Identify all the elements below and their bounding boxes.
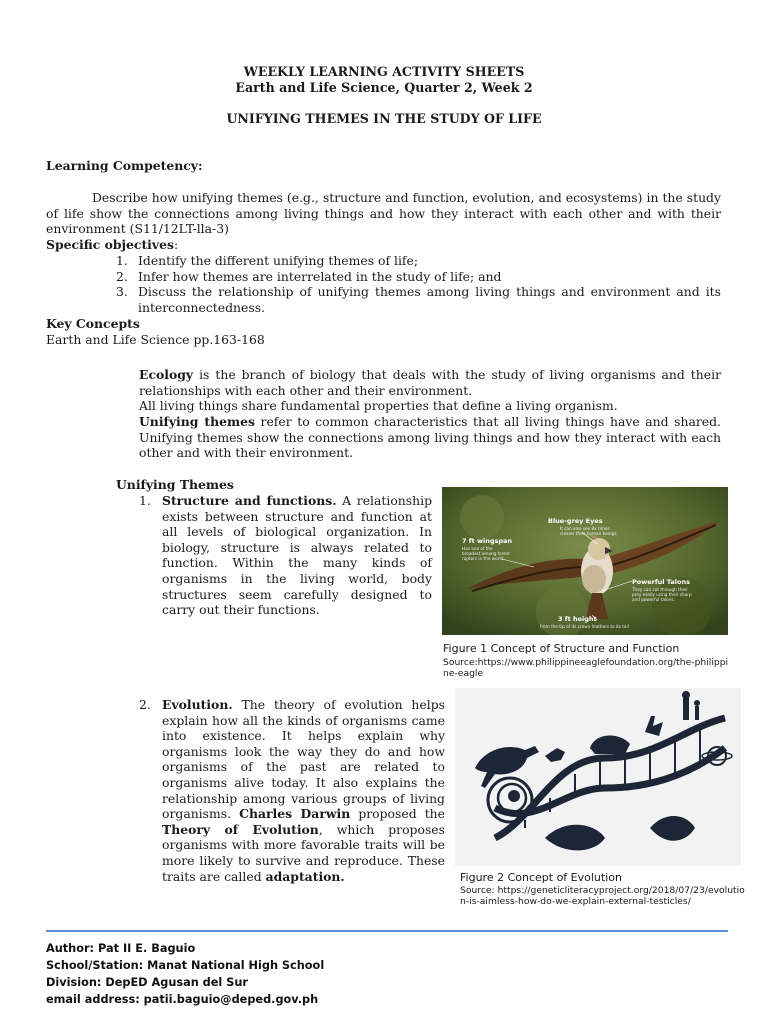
objectives-list <box>116 253 721 315</box>
evolution-figure <box>455 688 741 866</box>
list-item-number: 1. <box>116 253 128 268</box>
footer-divider <box>46 930 728 932</box>
figure1-caption: Figure 1 Concept of Structure and Function <box>443 642 680 655</box>
list-item-text: Identify the different unifying themes of life; <box>138 253 419 268</box>
theme1-number: 1. <box>139 493 151 508</box>
objectives-colon: : <box>173 237 179 252</box>
unifying-themes-definition: refer to common characteristics that all living things have and shared. Unifying themes show the connections among living things and how they interact with each other and with their environment. <box>139 414 721 461</box>
key-concepts-reference: Earth and Life Science pp.163-168 <box>46 332 265 347</box>
objectives-heading <box>46 237 178 253</box>
competency-heading: Learning Competency: <box>46 158 203 173</box>
unifying-themes-heading: Unifying Themes <box>116 477 234 492</box>
footer-school: School/Station: Manat National High School <box>46 959 325 972</box>
sheet-header-line2: Earth and Life Science, Quarter 2, Week 2 <box>235 80 533 95</box>
theme2-text <box>162 697 445 884</box>
eagle-label-wingspan: 7 ft wingspan <box>462 537 513 545</box>
footer-email: email address: patii.baguio@deped.gov.ph <box>46 993 319 1006</box>
theme1-text <box>162 493 432 618</box>
figure2-caption: Figure 2 Concept of Evolution <box>460 871 622 884</box>
theme2-body-3: , which proposes organisms with more favorable traits will be more likely to survive and reproduce. These traits are called <box>162 821 446 884</box>
list-item-text: Infer how themes are interrelated in the study of life; and <box>138 268 502 284</box>
concept-paragraph-unifying <box>139 414 721 461</box>
concept-paragraph-ecology <box>139 367 721 398</box>
eagle-label-height: 3 ft height <box>558 615 597 623</box>
darwin-name: Charles Darwin <box>239 806 351 822</box>
evolution-illustration <box>455 688 741 866</box>
eagle-illustration <box>442 487 728 635</box>
ecology-term: Ecology <box>139 367 194 382</box>
eagle-label-talons: Powerful Talons <box>632 578 690 586</box>
list-item-number: 3. <box>116 284 128 300</box>
footer-division: Division: DepED Agusan del Sur <box>46 976 248 989</box>
ecology-definition: is the branch of biology that deals with the study of living organisms and their relationships with each other and their environment. <box>139 367 721 398</box>
figure1-source: Source:https://www.philippineeaglefoundation.org/the-philippine-eagle <box>443 657 729 680</box>
theory-of-evolution-term: Theory of Evolution <box>162 821 319 837</box>
theme2-body-2: proposed the <box>350 806 445 822</box>
theme1-body: A relationship exists between structure and function at all levels of biological organization. In biology, structure is always related to function. Within the many kinds of organisms in the living world, body structures seem carefully designed to carry out their functions. <box>162 493 432 618</box>
page-title: UNIFYING THEMES IN THE STUDY OF LIFE <box>226 111 542 126</box>
list-item-number: 2. <box>116 268 128 284</box>
concept-paragraph-properties: All living things share fundamental properties that define a living organism. <box>139 398 618 413</box>
list-item <box>116 284 721 315</box>
sheet-header-line1: WEEKLY LEARNING ACTIVITY SHEETS <box>243 64 525 79</box>
eagle-label-wingspan-sub: Has one of the broadest among forest raptors in the world. <box>462 546 510 561</box>
figure2-source: Source: https://geneticliteracyproject.org/2018/07/23/evolution-is-aimless-how-do-we-explain-external-testicles/ <box>460 885 745 908</box>
eagle-label-height-sub: from the tip of its crown feathers to its tail <box>540 624 629 629</box>
eagle-figure <box>442 487 728 635</box>
eagle-label-eyes: Blue-grey Eyes <box>548 517 603 525</box>
footer-author: Author: Pat II E. Baguio <box>46 942 196 955</box>
eagle-label-eyes-sub: It can also see 8x times clearer than human beings. <box>560 526 618 536</box>
theme2-term: Evolution. <box>162 697 233 712</box>
theme2-number: 2. <box>139 697 151 712</box>
key-concepts-heading: Key Concepts <box>46 316 140 331</box>
theme2-body: The theory of evolution helps explain how all the kinds of organisms came into existence. It helps explain why organisms look the way they do and how organisms of the past are related to organisms alive today. It also explains the relationship among various groups of living organisms. <box>162 697 445 822</box>
objectives-heading-label: Specific objectives <box>46 237 174 252</box>
list-item <box>116 253 721 269</box>
list-item-text: Discuss the relationship of unifying themes among living things and environment and its interconnectedness. <box>138 284 721 315</box>
competency-text: Describe how unifying themes (e.g., structure and function, evolution, and ecosystems) in the study of life show the connections among living things and how they interact with each other and with their environment (S11/12LT-lla-3) <box>46 190 721 237</box>
theme1-term: Structure and functions. <box>162 493 337 508</box>
unifying-themes-term: Unifying themes <box>139 414 255 429</box>
eagle-label-talons-sub: They can cut through their prey easily using their sharp and powerful talons. <box>632 587 692 602</box>
list-item <box>116 269 721 285</box>
adaptation-term: adaptation. <box>265 868 345 884</box>
